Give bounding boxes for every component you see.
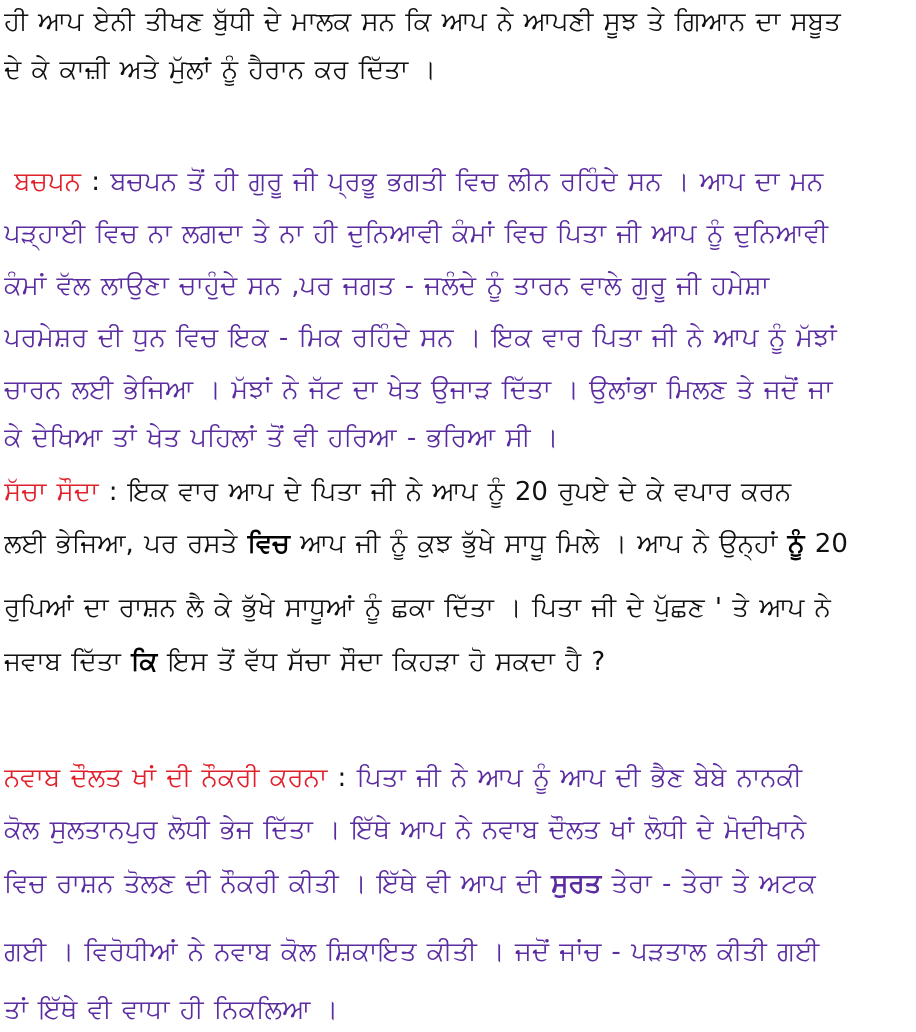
sacha-sauda-line-4-bold: ਕਿ xyxy=(131,647,158,677)
naukri-colon: : xyxy=(327,763,357,793)
naukri-line-1 xyxy=(4,756,912,800)
naukri-line-5: ਤਾਂ ਇੱਥੇ ਵੀ ਵਾਧਾ ਹੀ ਨਿਕਲਿਆ । xyxy=(4,995,339,1025)
document-page xyxy=(4,0,912,1025)
naukri-line-3 xyxy=(4,862,912,906)
sacha-sauda-text-1: ਇਕ ਵਾਰ ਆਪ ਦੇ ਪਿਤਾ ਜੀ ਨੇ ਆਪ ਨੂੰ 20 ਰੁਪਏ ਦੇ ਕੇ ਵਪਾਰ ਕਰਨ xyxy=(127,477,792,507)
sacha-sauda-heading: ਸੱਚਾ ਸੌਦਾ xyxy=(4,477,99,507)
sacha-sauda-line-4-b: ਇਸ ਤੋਂ ਵੱਧ ਸੱਚਾ ਸੌਦਾ ਕਿਹੜਾ ਹੋ ਸਕਦਾ ਹੈ ? xyxy=(157,647,606,677)
bachpan-line-5: ਚਾਰਨ ਲਈ ਭੇਜਿਆ । ਮੱਝਾਂ ਨੇ ਜੱਟ ਦਾ ਖੇਤ ਉਜਾੜ ਦਿੱਤਾ । ਉਲਾਂਭਾ ਮਿਲਣ ਤੇ ਜਦੋਂ ਜਾ xyxy=(4,375,833,405)
sacha-sauda-line-4 xyxy=(4,640,912,684)
bachpan-line-1 xyxy=(4,160,912,204)
sacha-sauda-line-4-a: ਜਵਾਬ ਦਿੱਤਾ xyxy=(4,647,132,677)
sacha-sauda-line-2-c: 20 xyxy=(804,529,848,559)
naukri-line-3-a: ਵਿਚ ਰਾਸ਼ਨ ਤੋਲਣ ਦੀ ਨੌਕਰੀ ਕੀਤੀ । ਇੱਥੇ ਵੀ ਆਪ ਦੀ xyxy=(4,869,552,899)
sacha-sauda-line-2-b: ਆਪ ਜੀ ਨੂੰ ਕੁਝ ਭੁੱਖੇ ਸਾਧੂ ਮਿਲੇ । ਆਪ ਨੇ ਉਨ੍ਹਾਂ xyxy=(289,529,788,559)
sacha-sauda-line-1 xyxy=(4,470,912,514)
naukri-line-4: ਗਈ । ਵਿਰੋਧੀਆਂ ਨੇ ਨਵਾਬ ਕੋਲ ਸ਼ਿਕਾਇਤ ਕੀਤੀ । ਜਦੋਂ ਜਾਂਚ - ਪੜਤਾਲ ਕੀਤੀ ਗਈ xyxy=(4,937,820,967)
sacha-sauda-line-2-bold-1: ਵਿਚ xyxy=(247,529,290,559)
naukri-text-1: ਪਿਤਾ ਜੀ ਨੇ ਆਪ ਨੂੰ ਆਪ ਦੀ ਭੈਣ ਬੇਬੇ ਨਾਨਕੀ xyxy=(356,763,803,793)
naukri-heading: ਨਵਾਬ ਦੌਲਤ ਖਾਂ ਦੀ ਨੌਕਰੀ ਕਰਨਾ xyxy=(4,763,328,793)
bachpan-text-1: ਬਚਪਨ ਤੋਂ ਹੀ ਗੁਰੂ ਜੀ ਪ੍ਰਭੂ ਭਗਤੀ ਵਿਚ ਲੀਨ ਰਹਿੰਦੇ ਸਨ । ਆਪ ਦਾ ਮਨ xyxy=(110,167,824,197)
naukri-line-2: ਕੋਲ ਸੁਲਤਾਨਪੁਰ ਲੋਧੀ ਭੇਜ ਦਿੱਤਾ । ਇੱਥੇ ਆਪ ਨੇ ਨਵਾਬ ਦੌਲਤ ਖਾਂ ਲੋਧੀ ਦੇ ਮੋਦੀਖਾਨੇ xyxy=(4,815,807,845)
naukri-line-3-b: ਤੇਰਾ - ਤੇਰਾ ਤੇ ਅਟਕ xyxy=(601,869,816,899)
sacha-sauda-colon: : xyxy=(98,477,128,507)
sacha-sauda-line-3: ਰੁਪਿਆਂ ਦਾ ਰਾਸ਼ਨ ਲੈ ਕੇ ਭੁੱਖੇ ਸਾਧੂਆਂ ਨੂੰ ਛਕਾ ਦਿੱਤਾ । ਪਿਤਾ ਜੀ ਦੇ ਪੁੱਛਣ ' ਤੇ ਆਪ ਨੇ xyxy=(4,593,831,623)
bachpan-line-4: ਪਰਮੇਸ਼ਰ ਦੀ ਧੁਨ ਵਿਚ ਇਕ - ਮਿਕ ਰਹਿੰਦੇ ਸਨ । ਇਕ ਵਾਰ ਪਿਤਾ ਜੀ ਨੇ ਆਪ ਨੂੰ ਮੱਝਾਂ xyxy=(4,323,837,353)
sacha-sauda-line-2-bold-2: ਨੂੰ xyxy=(787,529,805,559)
naukri-line-3-bold: ਸੁਰਤ xyxy=(551,869,602,899)
sacha-sauda-line-2 xyxy=(4,522,912,566)
bachpan-line-3: ਕੰਮਾਂ ਵੱਲ ਲਾਉਣਾ ਚਾਹੁੰਦੇ ਸਨ ,ਪਰ ਜਗਤ - ਜਲੰਦੇ ਨੂੰ ਤਾਰਨ ਵਾਲੇ ਗੁਰੂ ਜੀ ਹਮੇਸ਼ਾ xyxy=(4,271,770,301)
intro-line-2: ਦੇ ਕੇ ਕਾਜ਼ੀ ਅਤੇ ਮੁੱਲਾਂ ਨੂੰ ਹੈਰਾਨ ਕਰ ਦਿੱਤਾ । xyxy=(4,55,437,85)
bachpan-line-2: ਪੜ੍ਹਾਈ ਵਿਚ ਨਾ ਲਗਦਾ ਤੇ ਨਾ ਹੀ ਦੁਨਿਆਵੀ ਕੰਮਾਂ ਵਿਚ ਪਿਤਾ ਜੀ ਆਪ ਨੂੰ ਦੁਨਿਆਵੀ xyxy=(4,219,829,249)
bachpan-line-6: ਕੇ ਦੇਖਿਆ ਤਾਂ ਖੇਤ ਪਹਿਲਾਂ ਤੋਂ ਵੀ ਹਰਿਆ - ਭਰਿਆ ਸੀ । xyxy=(4,423,559,453)
bachpan-heading: ਬਚਪਨ xyxy=(14,167,82,197)
bachpan-colon: : xyxy=(81,167,111,197)
intro-line-1: ਹੀ ਆਪ ਏਨੀ ਤੀਖਣ ਬੁੱਧੀ ਦੇ ਮਾਲਕ ਸਨ ਕਿ ਆਪ ਨੇ ਆਪਣੀ ਸੂਝ ਤੇ ਗਿਆਨ ਦਾ ਸਬੂਤ xyxy=(4,7,841,37)
sacha-sauda-line-2-a: ਲਈ ਭੇਜਿਆ, ਪਰ ਰਸਤੇ xyxy=(4,529,248,559)
